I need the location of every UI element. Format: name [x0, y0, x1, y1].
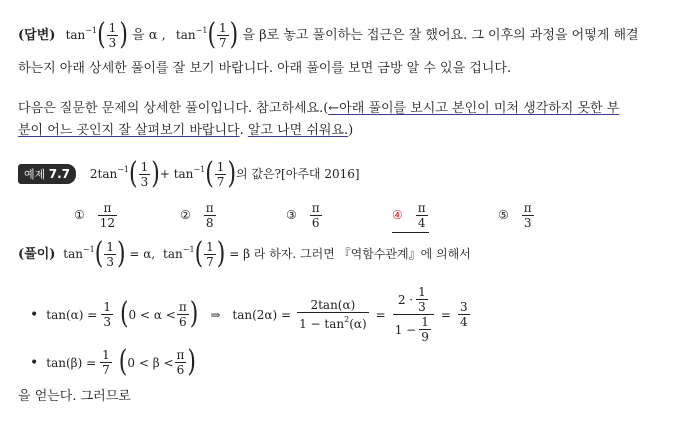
solution-label: (풀이) [18, 247, 56, 262]
left-paren: ( [207, 17, 217, 52]
fraction: $\frac{1}{7}$ [219, 21, 227, 50]
hint-link-1[interactable]: ←아래 풀이를 보시고 본인이 미처 생각하지 못한 부 [328, 101, 620, 116]
answer-label: (답변) [18, 28, 56, 43]
notice-line-2: 분이 어느 곳인지 잘 살펴보기 바랍니다. 알고 나면 쉬워요.) [18, 123, 354, 138]
right-paren: ) [151, 156, 160, 191]
right-paren: ) [227, 156, 237, 191]
notice-line-1: 다음은 질문한 문제의 상세한 풀이입니다. 참고하세요.(←아래 풀이를 보시고 본인이 미처 생각하지 못한 부 [18, 101, 620, 116]
fraction: $\frac{1}{3}$ [140, 160, 149, 189]
right-paren: ) [119, 17, 128, 52]
solution-intro: (풀이) $\tan^{-1}$( $\frac{1}{3}$ ) = α, $\tan^{-1}$( $\frac{1}{7}$ ) = β 라 하자. 그러면 『역함수관계』에 의해서 [18, 236, 471, 271]
tan-fn: $\tan^{-1}$ [65, 26, 98, 42]
example-badge: 예제 7.7 [18, 164, 76, 184]
choice-1[interactable]: ① $\frac{\pi}{12}$ [74, 201, 116, 230]
choice-4-correct[interactable]: ④ $\frac{\pi}{4}$ [392, 201, 429, 233]
fraction: $\frac{1}{7}$ [216, 160, 225, 189]
hint-link-3[interactable]: 알고 나면 쉬워요. [247, 123, 349, 138]
intro-line-1 [18, 17, 639, 52]
compound-fraction: 2 · $\frac{1}{3}$ 1 − $\frac{1}{9}$ [393, 285, 434, 344]
problem-tail: 의 값은?[아주대 2016] [236, 167, 360, 181]
hint-link-2[interactable]: 분이 어느 곳인지 잘 살펴보기 바랍니다 [18, 123, 240, 138]
intro-line-2: 하는지 아래 상세한 풀이를 잘 보기 바랍니다. 아래 풀이를 보면 금방 알 수 있을 겁니다. [18, 61, 512, 76]
choice-5[interactable]: ⑤ $\frac{\pi}{3}$ [498, 201, 532, 230]
tan-fn: $\tan^{-1}$ [175, 26, 208, 42]
left-paren: ( [205, 156, 214, 191]
problem-statement: 예제 7.7 $2\tan^{-1}$( $\frac{1}{3}$ )+ $\tan^{-1}$( $\frac{1}{7}$ )의 값은?[아주대 2016] [18, 160, 360, 189]
left-paren: ( [129, 156, 138, 191]
fraction: $\frac{1}{3}$ [108, 21, 117, 50]
correct-answer-mark: ④ [392, 208, 403, 222]
bullet-tan-2alpha: • tan(α) = $\frac{1}{3}$ ( 0 < α < $\frac{\pi}{6}$ ) ⇒ tan(2α) = $\frac{2\tan(\alpha)}{1 - \tan^2(\alpha)}$ = 2 · $\frac{1}{3}$ 1 − $\frac{1}{9}$ = $\frac{3}{4}$ [30, 285, 468, 344]
right-paren: ) [229, 17, 239, 52]
beta-text: 을 β로 놓고 풀이하는 접근은 잘 했어요. 그 이후의 과정을 어떻게 해결 [242, 28, 639, 43]
left-paren: ( [97, 17, 106, 52]
choice-2[interactable]: ② $\frac{\pi}{8}$ [180, 201, 214, 230]
choice-3[interactable]: ③ $\frac{\pi}{6}$ [286, 201, 320, 230]
alpha-text: 을 α , [132, 28, 166, 43]
final-line: 을 얻는다. 그러므로 [18, 389, 131, 404]
bullet-tan-beta: • tan(β) = $\frac{1}{7}$ ( 0 < β < $\frac{\pi}{6}$ ) [30, 344, 196, 379]
